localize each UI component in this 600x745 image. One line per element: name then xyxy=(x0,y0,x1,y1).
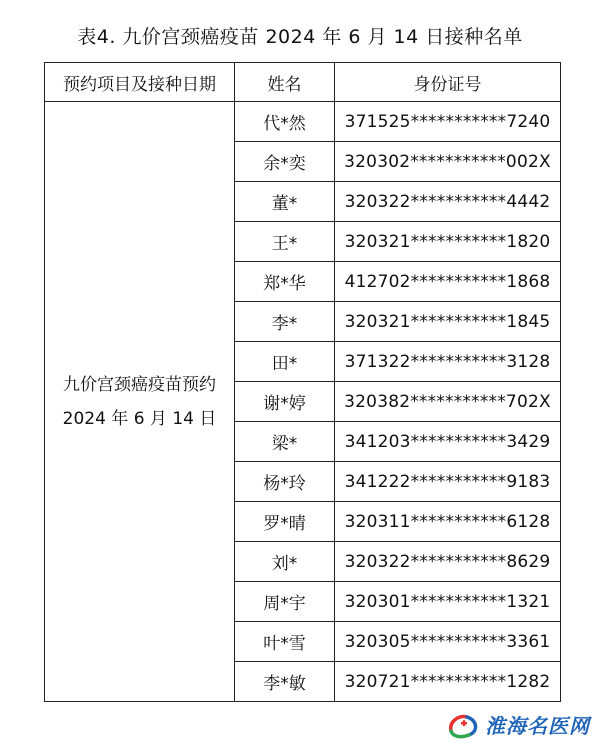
project-date-cell xyxy=(45,102,235,702)
page-title: 表4. 九价宫颈癌疫苗 2024 年 6 月 14 日接种名单 xyxy=(77,26,523,48)
medical-logo-icon xyxy=(447,711,481,739)
watermark-text: 淮海名医网 xyxy=(485,714,590,738)
person-name-cell: 董* xyxy=(235,182,335,222)
table-row xyxy=(45,102,561,142)
person-name-cell: 王* xyxy=(235,222,335,262)
person-name-cell: 郑*华 xyxy=(235,262,335,302)
id-number-cell: 320322***********8629 xyxy=(335,542,561,582)
id-number-cell: 371525***********7240 xyxy=(335,102,561,142)
person-name-cell: 梁* xyxy=(235,422,335,462)
person-name-cell: 周*宇 xyxy=(235,582,335,622)
id-number-cell: 320382***********702X xyxy=(335,382,561,422)
vaccination-date: 2024 年 6 月 14 日 xyxy=(62,408,217,429)
person-name-cell: 谢*婷 xyxy=(235,382,335,422)
project-name: 九价宫颈癌疫苗预约 xyxy=(63,374,216,395)
id-number-cell: 320322***********4442 xyxy=(335,182,561,222)
id-number-cell: 371322***********3128 xyxy=(335,342,561,382)
table-body xyxy=(45,102,561,702)
id-number-cell: 320301***********1321 xyxy=(335,582,561,622)
id-number-cell: 320305***********3361 xyxy=(335,622,561,662)
header-id: 身份证号 xyxy=(335,63,561,102)
id-number-cell: 341203***********3429 xyxy=(335,422,561,462)
person-name-cell: 李* xyxy=(235,302,335,342)
person-name-cell: 罗*晴 xyxy=(235,502,335,542)
id-number-cell: 320321***********1845 xyxy=(335,302,561,342)
vaccination-roster-table xyxy=(44,62,561,702)
id-number-cell: 320302***********002X xyxy=(335,142,561,182)
person-name-cell: 余*奕 xyxy=(235,142,335,182)
person-name-cell: 叶*雪 xyxy=(235,622,335,662)
person-name-cell: 杨*玲 xyxy=(235,462,335,502)
header-project: 预约项目及接种日期 xyxy=(45,63,235,102)
id-number-cell: 320311***********6128 xyxy=(335,502,561,542)
id-number-cell: 412702***********1868 xyxy=(335,262,561,302)
person-name-cell: 田* xyxy=(235,342,335,382)
watermark xyxy=(447,710,590,739)
person-name-cell: 刘* xyxy=(235,542,335,582)
header-name: 姓名 xyxy=(235,63,335,102)
id-number-cell: 341222***********9183 xyxy=(335,462,561,502)
id-number-cell: 320321***********1820 xyxy=(335,222,561,262)
person-name-cell: 李*敏 xyxy=(235,662,335,702)
person-name-cell: 代*然 xyxy=(235,102,335,142)
id-number-cell: 320721***********1282 xyxy=(335,662,561,702)
table-header-row xyxy=(45,63,561,102)
